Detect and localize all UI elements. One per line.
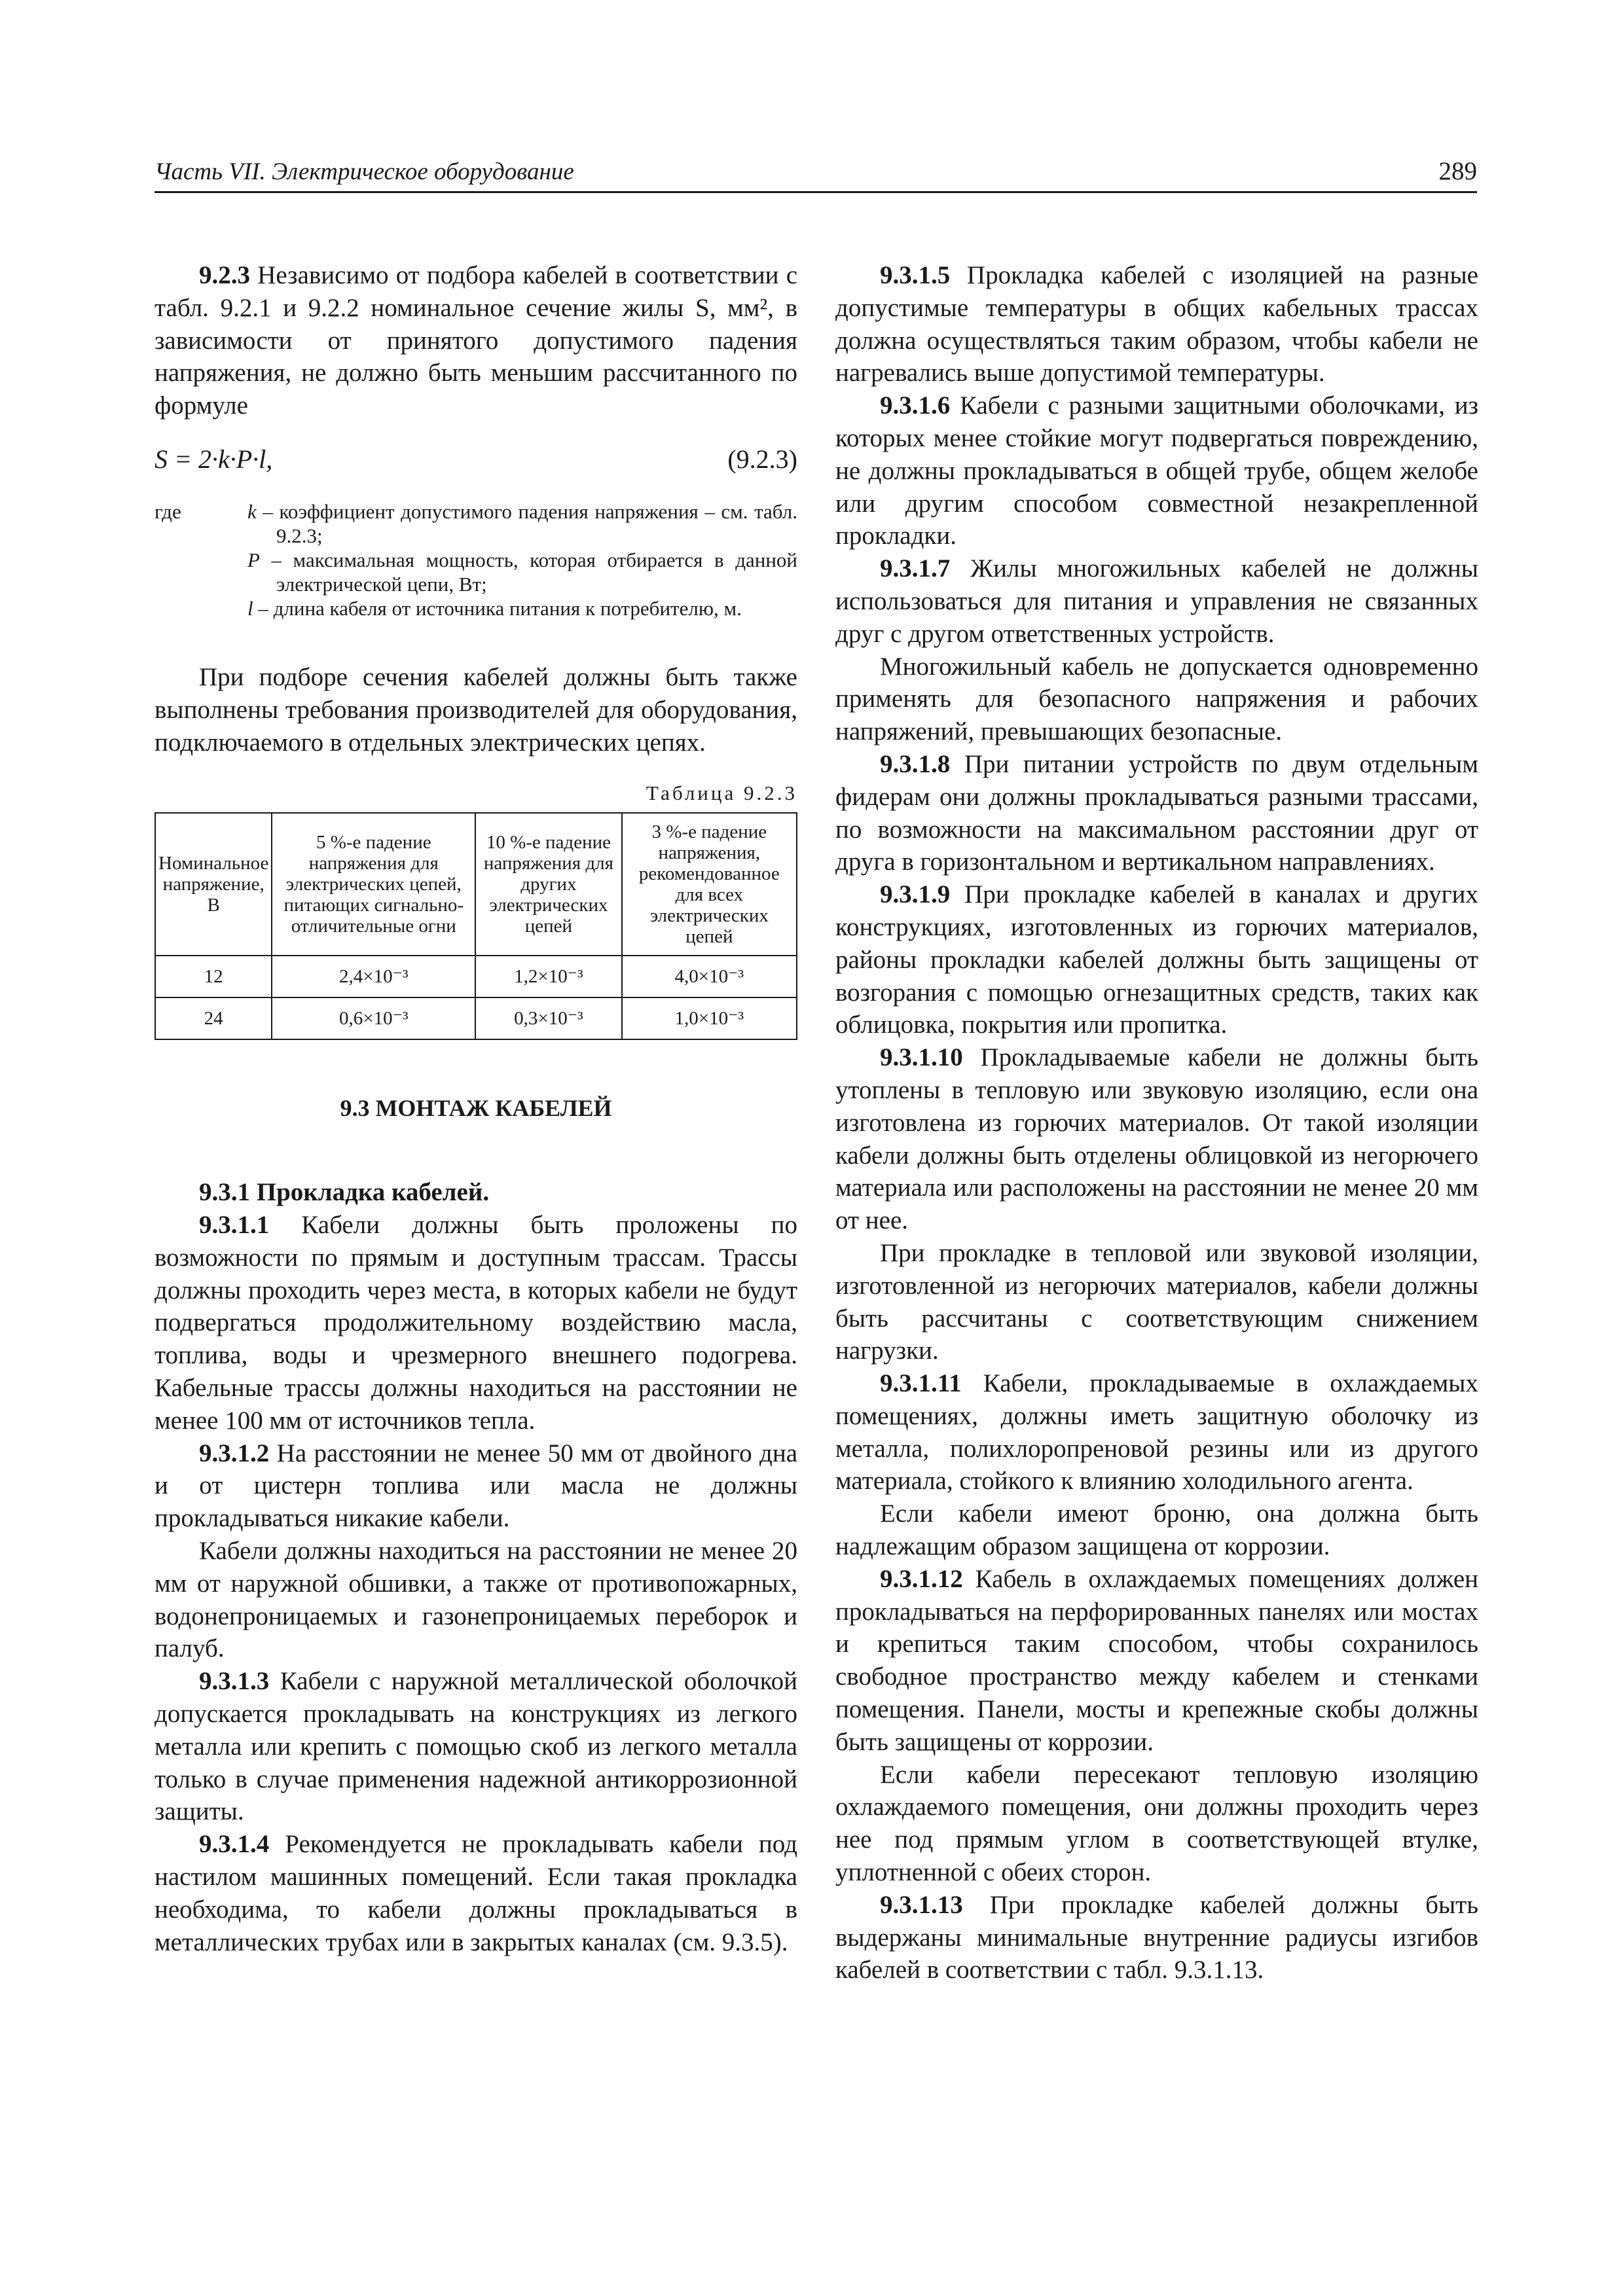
paragraph-selection: При подборе сечения кабелей должны быть также выполнены требования производителей для оборудования, подключаемого в отдельных электрических цепях. [155, 662, 797, 757]
formula-9-2-3 [155, 443, 797, 476]
page-number: 289 [1438, 157, 1477, 185]
paragraph-9-3-1-13: 9.3.1.13 При прокладке кабелей должны быть выдержаны минимальные внутренние радиусы изгибов кабелей в соответствии с табл. 9.3.1.13. [835, 1890, 1478, 1984]
paragraph-9-3-1-5: 9.3.1.5 Прокладка кабелей с изоляцией на разные допустимые температуры в общих кабельных трассах должна осуществляться таким образом, чтобы кабели не нагревались выше допустимой температуры. [835, 261, 1478, 387]
legend-k: где k – коэффициент допустимого падения напряжения – см. табл. 9.2.3; [155, 499, 797, 547]
table-cell: 4,0×10⁻³ [622, 956, 797, 997]
table-caption: Таблица 9.2.3 [646, 781, 797, 805]
table-header-cell: 3 %-е падение напряжения, рекомендованное для всех электрических цепей [622, 813, 797, 956]
paragraph-9-3-1-11-cont: Если кабели имеют броню, она должна быть надлежащим образом защищена от коррозии. [835, 1499, 1478, 1561]
section-title: 9.3 МОНТАЖ КАБЕЛЕЙ [340, 1095, 612, 1122]
paragraph-9-3-1-2: 9.3.1.2 На расстоянии не менее 50 мм от двойного дна и от цистерн топлива или масла не должны прокладываться никакие кабели. [155, 1439, 797, 1533]
table-cell: 12 [155, 956, 272, 997]
running-title: Часть VII. Электрическое оборудование [155, 158, 574, 185]
paragraph-9-3-1-7: 9.3.1.7 Жилы многожильных кабелей не должны использоваться для питания и управления не связанных друг с другом ответственных устройств. [835, 554, 1478, 648]
paragraph-9-3-1-12: 9.3.1.12 Кабель в охлаждаемых помещениях должен прокладываться на перфорированных панелях или мостах и крепиться таким способом, чтобы сохранилось свободное пространство между кабелем и стенками помещения. Панели, мосты и крепежные скобы должны быть защищены от коррозии. [835, 1564, 1478, 1756]
table-header-row [155, 813, 797, 956]
table-cell: 2,4×10⁻³ [272, 956, 475, 997]
paragraph-9-3-1-3: 9.3.1.3 Кабели с наружной металлической оболочкой допускается прокладывать на конструкциях из легкого металла или крепить с помощью скоб из легкого металла только в случае применения надежной антикоррозионной защиты. [155, 1667, 797, 1826]
legend-p: P – максимальная мощность, которая отбирается в данной электрической цепи, Вт; [247, 548, 797, 596]
table-cell: 1,0×10⁻³ [622, 997, 797, 1039]
paragraph-9-3-1-8: 9.3.1.8 При питании устройств по двум отдельным фидерам они должны прокладываться разными трассами, по возможности на максимальном расстоянии друг от друга в горизонтальном и вертикальном направлениях. [835, 749, 1478, 876]
paragraph-9-3-1-12-cont: Если кабели пересекают тепловую изоляцию охлаждаемого помещения, они должны проходить через нее под прямым углом в соответствующей втулке, уплотненной с обеих сторон. [835, 1760, 1478, 1887]
table-row [155, 997, 797, 1039]
paragraph-9-3-1-7-cont: Многожильный кабель не допускается одновременно применять для безопасного напряжения и рабочих напряжений, превышающих безопасные. [835, 652, 1478, 746]
paragraph-9-2-3: 9.2.3 Независимо от подбора кабелей в соответствии с табл. 9.2.1 и 9.2.2 номинальное сечение жилы S, мм², в зависимости от принятого допустимого падения напряжения, не должно быть меньшим рассчитанного по формуле [155, 261, 797, 420]
paragraph-9-3-1-4: 9.3.1.4 Рекомендуется не прокладывать кабели под настилом машинных помещений. Если такая прокладка необходима, то кабели должны прокладываться в металлических трубах или в закрытых каналах (см. 9.3.5). [155, 1830, 797, 1956]
paragraph-9-3-1-1: 9.3.1.1 Кабели должны быть проложены по возможности по прямым и доступным трассам. Трассы должны проходить через места, в которых кабели не будут подвергаться продолжительному воздействию масла, топлива, воды и чрезмерного внешнего подогрева. Кабельные трассы должны находиться на расстоянии не менее 100 мм от источников тепла. [155, 1210, 797, 1435]
table-row [155, 956, 797, 997]
left-column [155, 259, 797, 1958]
right-column [835, 259, 1478, 1986]
paragraph-9-3-1-11: 9.3.1.11 Кабели, прокладываемые в охлаждаемых помещениях, должны иметь защитную оболочку из металла, полихлоропреновой резины или из другого материала, стойкого к влиянию холодильного агента. [835, 1369, 1478, 1496]
table-header-cell: Номинальное напряжение, В [155, 813, 272, 956]
paragraph-9-3-1-10: 9.3.1.10 Прокладываемые кабели не должны быть утоплены в тепловую или звуковую изоляцию, если она изготовлена из горючих материалов. От такой изоляции кабели должны быть отделены облицовкой из негорючего материала или расположены на расстоянии не менее 20 мм от нее. [835, 1043, 1478, 1235]
table-header-cell: 5 %-е падение напряжения для электрических цепей, питающих сигнально-отличительные огни [272, 813, 475, 956]
paragraph-9-3-1-2-cont: Кабели должны находиться на расстоянии не менее 20 мм от наружной обшивки, а также от противопожарных, водонепроницаемых и газонепроницаемых переборок и палуб. [155, 1536, 797, 1663]
voltage-drop-table [155, 812, 797, 1040]
subsection-title: 9.3.1 Прокладка кабелей. [199, 1178, 490, 1207]
formula-number: (9.2.3) [727, 444, 797, 474]
table-cell: 0,3×10⁻³ [475, 997, 621, 1039]
table-cell: 24 [155, 997, 272, 1039]
legend-l: l – длина кабеля от источника питания к потребителю, м. [247, 596, 742, 620]
table-cell: 0,6×10⁻³ [272, 997, 475, 1039]
table-header-cell: 10 %-е падение напряжения для других электрических цепей [475, 813, 621, 956]
formula-legend [155, 499, 797, 620]
paragraph-9-3-1-10-cont: При прокладке в тепловой или звуковой изоляции, изготовленной из негорючих материалов, кабели должны быть рассчитаны с соответствующим снижением нагрузки. [835, 1238, 1478, 1365]
table-cell: 1,2×10⁻³ [475, 956, 621, 997]
paragraph-9-3-1-6: 9.3.1.6 Кабели с разными защитными оболочками, из которых менее стойкие могут подвергаться повреждению, не должны прокладываться в общей трубе, общем желобе или другим способом совместной незакрепленной прокладки. [835, 391, 1478, 550]
formula-expression: S = 2·k·P·l, [155, 444, 273, 474]
paragraph-9-3-1-9: 9.3.1.9 При прокладке кабелей в каналах и других конструкциях, изготовленных из горючих материалов, районы прокладки кабелей должны быть защищены от возгорания с помощью огнезащитных средств, таких как облицовка, покрытия или пропитка. [835, 880, 1478, 1039]
page-header [155, 149, 1477, 193]
